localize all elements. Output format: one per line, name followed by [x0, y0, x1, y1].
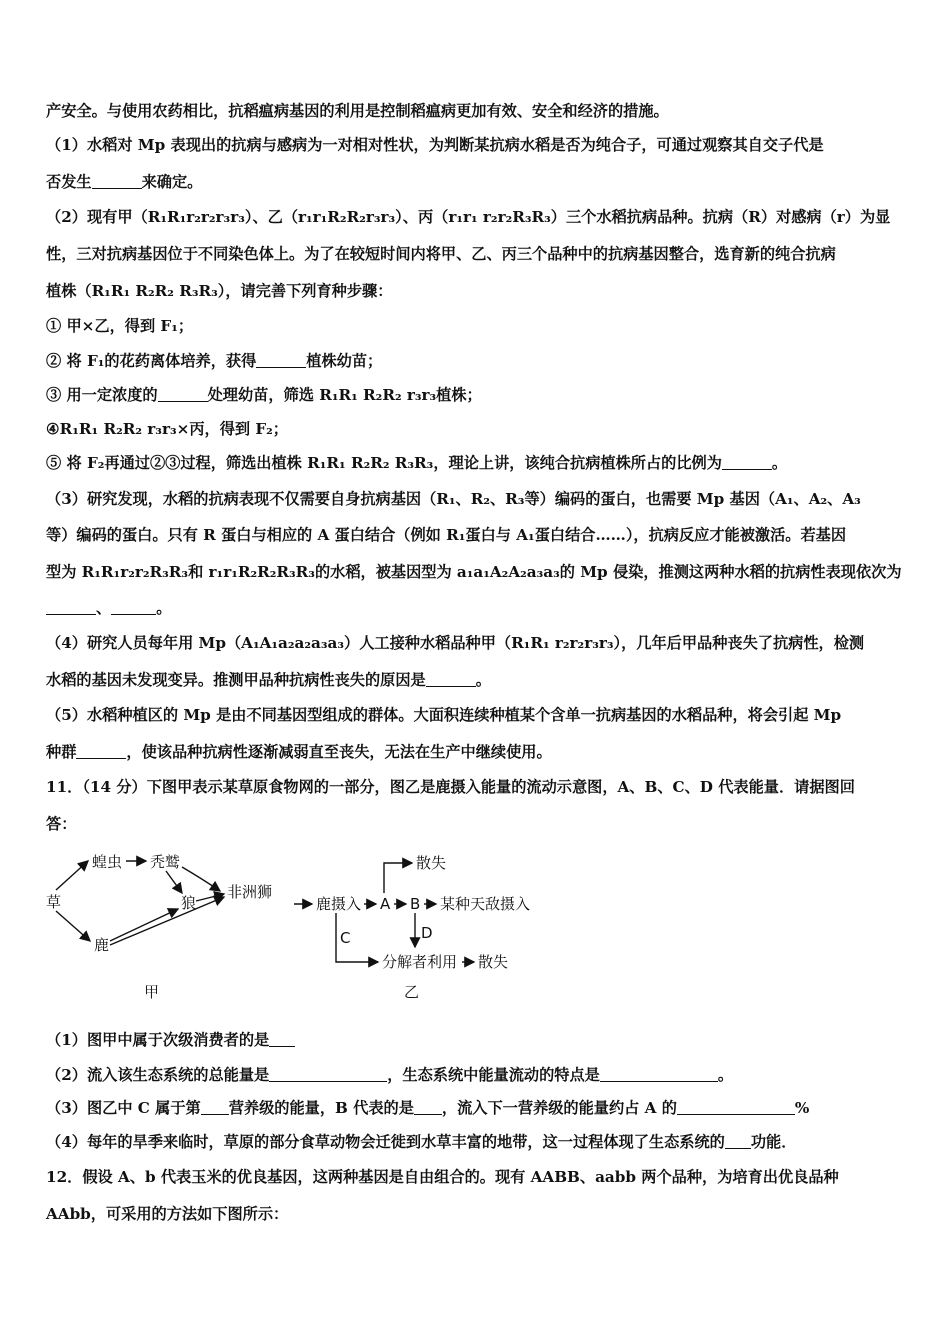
food-web-diagram [44, 845, 284, 1005]
q11-part3: （3）图乙中 C 属于第 营养级的能量，B 代表的是 ，流入下一营养级的能量约占 A 的 % [46, 1099, 810, 1117]
q12-line2: AAbb，可采用的方法如下图所示： [46, 1205, 289, 1223]
node-locust: 蝗虫 [92, 853, 123, 871]
q3-line4: 、 。 [46, 597, 171, 619]
q11-line1: 11．（14 分）下图甲表示某草原食物网的一部分，图乙是鹿摄入能量的流动示意图，A、B、C、D 代表能量．请据图回 [46, 778, 855, 796]
node-loss-bottom: 散失 [478, 953, 509, 971]
answer-blank [92, 174, 142, 189]
q3-line2: 等）编码的蛋白。只有 R 蛋白与相应的 A 蛋白结合（例如 R₁蛋白与 A₁蛋白结合……），抗病反应才能被激活。若基因 [46, 526, 847, 544]
answer-blank [256, 353, 306, 368]
answer-blank [677, 1100, 795, 1115]
answer-blank [725, 1134, 751, 1149]
arrow-a-loss [384, 863, 412, 893]
q3-line3: 型为 R₁R₁r₂r₂R₃R₃和 r₁r₁R₂R₂R₃R₃的水稻，被基因型为 a₁a₁A₂A₂a₃a₃的 Mp 侵染，推测这两种水稻的抗病性表现依次为 [46, 563, 902, 581]
node-a: A [380, 895, 391, 913]
node-predator: 某种天敌摄入 [440, 895, 531, 913]
node-intake: 鹿摄入 [316, 895, 362, 913]
node-grass: 草 [46, 893, 62, 911]
answer-blank [414, 1100, 442, 1115]
arrow-vulture-lion [182, 867, 220, 891]
answer-blank [722, 455, 772, 470]
q1-line2: 否发生 来确定。 [46, 173, 203, 191]
paragraph-intro: 产安全。与使用农药相比，抗稻瘟病基因的利用是控制稻瘟病更加有效、安全和经济的措施。 [46, 102, 669, 120]
q2-line3: 植株（R₁R₁ R₂R₂ R₃R₃），请完善下列育种步骤： [46, 282, 393, 300]
q5-line1: （5）水稻种植区的 Mp 是由不同基因型组成的群体。大面积连续种植某个含单一抗病基因的水稻品种，将会引起 Mp [46, 706, 842, 724]
answer-blank [269, 1067, 387, 1082]
label-d: D [421, 924, 433, 942]
step-2: ② 将 F₁的花药离体培养，获得 植株幼苗； [46, 352, 383, 370]
answer-blank [111, 600, 156, 615]
q11-line2: 答： [46, 815, 77, 833]
arrow-vulture-wolf [166, 871, 182, 893]
label-c: C [340, 929, 351, 947]
answer-blank [426, 672, 476, 687]
arrow-grass-locust [56, 861, 88, 890]
step-4: ④R₁R₁ R₂R₂ r₃r₃×丙，得到 F₂； [46, 420, 288, 438]
energy-flow-diagram [290, 845, 540, 1010]
step-3: ③ 用一定浓度的 处理幼苗，筛选 R₁R₁ R₂R₂ r₃r₃植株； [46, 386, 482, 404]
caption-jia: 甲 [144, 983, 160, 1001]
q12-line1: 12．假设 A、b 代表玉米的优良基因，这两种基因是自由组合的。现有 AABB、aabb 两个品种，为培育出优良品种 [46, 1168, 839, 1186]
q11-part2: （2）流入该生态系统的总能量是 ，生态系统中能量流动的特点是 。 [46, 1066, 734, 1084]
arrow-deer-wolf [110, 909, 178, 941]
q3-line1: （3）研究发现，水稻的抗病表现不仅需要自身抗病基因（R₁、R₂、R₃等）编码的蛋白，也需要 Mp 基因（A₁、A₂、A₃ [46, 490, 861, 508]
answer-blank [201, 1100, 229, 1115]
node-vulture: 秃鹫 [150, 853, 181, 871]
step-1: ① 甲×乙，得到 F₁； [46, 317, 194, 335]
arrow-grass-deer [56, 911, 90, 941]
arrow-wolf-lion [196, 894, 224, 901]
q5-line2: 种群 ，使该品种抗病性逐渐减弱直至丧失，无法在生产中继续使用。 [46, 743, 552, 761]
answer-blank [46, 600, 96, 615]
q4-line1: （4）研究人员每年用 Mp（A₁A₁a₂a₂a₃a₃）人工接种水稻品种甲（R₁R₁ r₂r₂r₃r₃），几年后甲品种丧失了抗病性，检测 [46, 634, 865, 652]
step-5: ⑤ 将 F₂再通过②③过程，筛选出植株 R₁R₁ R₂R₂ R₃R₃，理论上讲，该纯合抗病植株所占的比例为 。 [46, 454, 788, 472]
answer-blank [158, 387, 208, 402]
q2-line2: 性，三对抗病基因位于不同染色体上。为了在较短时间内将甲、乙、丙三个品种中的抗病基因整合，选育新的纯合抗病 [46, 245, 836, 263]
node-lion: 非洲狮 [227, 883, 273, 901]
node-wolf: 狼 [181, 894, 197, 912]
caption-yi: 乙 [404, 983, 420, 1001]
node-decomposer: 分解者利用 [382, 953, 458, 971]
q4-line2: 水稻的基因未发现变异。推测甲品种抗病性丧失的原因是 。 [46, 671, 491, 689]
q2-line1: （2）现有甲（R₁R₁r₂r₂r₃r₃）、乙（r₁r₁R₂R₂r₃r₃）、丙（r₁r₁ r₂r₂R₃R₃）三个水稻抗病品种。抗病（R）对感病（r）为显 [46, 208, 891, 226]
arrow-deer-lion [110, 897, 224, 945]
q11-part1: （1）图甲中属于次级消费者的是 [46, 1029, 295, 1051]
q11-part4: （4）每年的旱季来临时，草原的部分食草动物会迁徙到水草丰富的地带，这一过程体现了生态系统的 功能． [46, 1133, 797, 1151]
q1-line1: （1）水稻对 Mp 表现出的抗病与感病为一对相对性状，为判断某抗病水稻是否为纯合子，可通过观察其自交子代是 [46, 136, 824, 154]
node-deer: 鹿 [94, 936, 110, 954]
answer-blank [269, 1032, 295, 1047]
node-b: B [410, 895, 421, 913]
answer-blank [600, 1067, 718, 1082]
answer-blank [76, 744, 126, 759]
node-loss-top: 散失 [416, 854, 447, 872]
